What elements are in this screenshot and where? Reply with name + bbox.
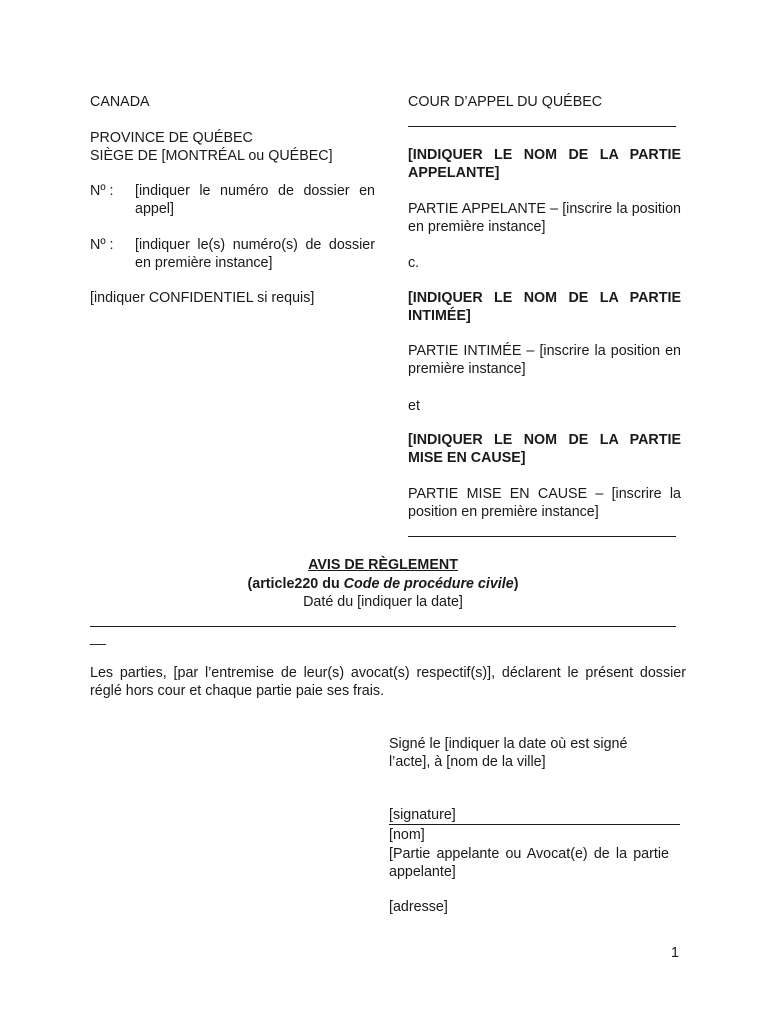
document-title: AVIS DE RÈGLEMENT xyxy=(308,557,458,573)
first-instance-file-number-label: Nº : xyxy=(90,237,114,253)
signed-at: Signé le [indiquer la date où est signé l’acte], à [nom de la ville] xyxy=(389,736,628,770)
page-number: 1 xyxy=(671,945,679,961)
appellant-name: [INDIQUER LE NOM DE LA PARTIE APPELANTE] xyxy=(408,147,681,181)
article-reference xyxy=(90,575,676,593)
signature-rule xyxy=(389,824,680,825)
signer-address: [adresse] xyxy=(389,899,448,915)
appeal-file-number-label: Nº : xyxy=(90,183,114,199)
appeal-file-number-value: [indiquer le numéro de dossier en appel] xyxy=(135,183,375,217)
dated-line: Daté du [indiquer la date] xyxy=(303,594,463,610)
declaration-paragraph: Les parties, [par l’entremise de leur(s) avocat(s) respectif(s)], déclarent le présent dossier réglé hors cour et chaque partie paie ses frais. xyxy=(90,665,686,699)
confidential-note: [indiquer CONFIDENTIEL si requis] xyxy=(90,290,315,306)
versus-label: c. xyxy=(408,255,420,271)
appellant-role: PARTIE APPELANTE – [inscrire la position en première instance] xyxy=(408,201,681,235)
article-reference-close: ) xyxy=(513,576,519,592)
and-label: et xyxy=(408,398,420,414)
first-instance-file-number-value: [indiquer le(s) numéro(s) de dossier en première instance] xyxy=(135,237,375,271)
title-dash: __ xyxy=(90,630,106,646)
court-rule xyxy=(408,126,676,127)
title-rule xyxy=(90,626,676,627)
respondent-role: PARTIE INTIMÉE – [inscrire la position en première instance] xyxy=(408,343,681,377)
article-reference-code: Code de procédure civile xyxy=(343,576,514,592)
parties-rule xyxy=(408,536,676,537)
province-label: PROVINCE DE QUÉBEC xyxy=(90,130,253,146)
article-reference-open: (article220 du xyxy=(247,576,344,592)
signature-field: [signature] xyxy=(389,807,456,823)
country-label: CANADA xyxy=(90,94,150,110)
court-name: COUR D’APPEL DU QUÉBEC xyxy=(408,94,603,110)
signer-party: [Partie appelante ou Avocat(e) de la partie appelante] xyxy=(389,846,669,880)
impleaded-name: [INDIQUER LE NOM DE LA PARTIE MISE EN CAUSE] xyxy=(408,432,681,466)
respondent-name: [INDIQUER LE NOM DE LA PARTIE INTIMÉE] xyxy=(408,290,681,324)
seat-label: SIÈGE DE [MONTRÉAL ou QUÉBEC] xyxy=(90,148,333,164)
impleaded-role: PARTIE MISE EN CAUSE – [inscrire la position en première instance] xyxy=(408,486,681,520)
signer-name: [nom] xyxy=(389,827,425,843)
